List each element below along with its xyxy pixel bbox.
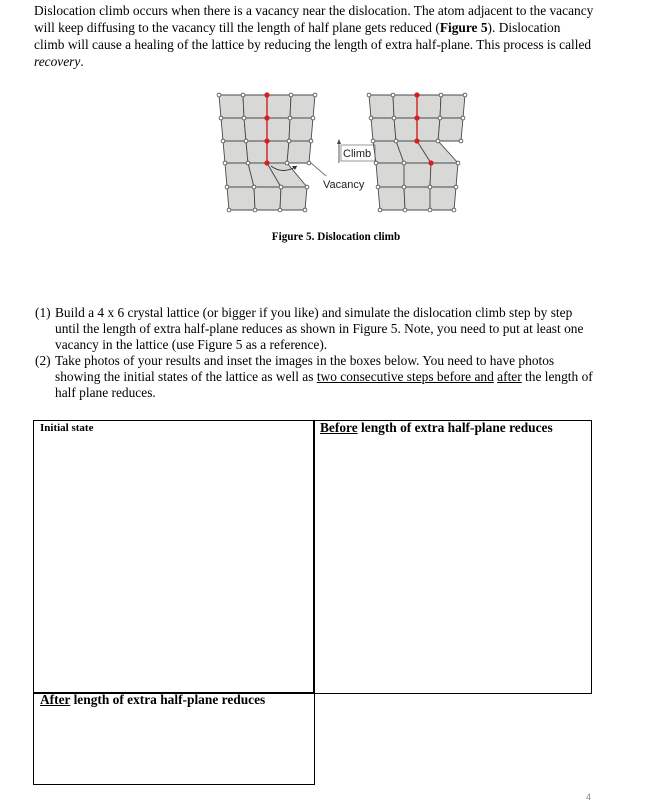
lattice-cell <box>404 187 430 210</box>
lattice-cell <box>371 118 396 141</box>
lattice-atom <box>392 116 396 120</box>
lattice-cell <box>227 187 255 210</box>
lattice-atom <box>309 139 313 143</box>
lattice-atom <box>285 161 289 165</box>
instruction-text: Build a 4 x 6 crystal lattice (or bigger if you like) and simulate the dislocation climb step by step until the length of extra half-plane reduces as shown in Figure 5. Note, you need to put at least one vacancy in the lattice (use Figure 5 as a reference). <box>55 305 584 352</box>
lattice-cell <box>430 163 458 187</box>
lattice-atom <box>439 93 443 97</box>
instruction-number: (1) <box>35 305 51 320</box>
lattice-atom <box>225 185 229 189</box>
lattice-atom <box>227 208 231 212</box>
lattice-atom <box>428 208 432 212</box>
lattice-atom <box>436 139 440 143</box>
instruction-text-part: the length of half plane reduces. <box>55 369 593 400</box>
lattice-atom <box>402 185 406 189</box>
lattice-atom <box>428 185 432 189</box>
lattice-cell <box>254 187 281 210</box>
lattice-cell <box>221 118 246 141</box>
lattice-cell <box>430 187 456 210</box>
lattice-atom <box>452 208 456 212</box>
lattice-cell <box>417 118 440 141</box>
lattice-cell <box>378 187 405 210</box>
lattice-atom <box>378 208 382 212</box>
lattice-cell <box>440 95 465 118</box>
lattice-cell <box>287 141 311 163</box>
lattice-atom <box>313 93 317 97</box>
instruction-number: (2) <box>35 353 51 368</box>
lattice-atom <box>459 139 463 143</box>
lattice-cell <box>223 141 248 163</box>
before-word: Before <box>320 420 358 435</box>
lattice-before-climb <box>217 93 317 212</box>
dislocation-climb-figure <box>0 0 658 250</box>
lattice-cell <box>280 187 307 210</box>
lattice-cell <box>244 118 267 141</box>
figure-reference: Figure 5 <box>439 20 488 35</box>
lattice-atom <box>403 208 407 212</box>
instruction-text <box>55 353 593 401</box>
extra-plane-atom <box>415 139 420 144</box>
lattice-atom <box>376 185 380 189</box>
extra-plane-atom <box>415 116 420 121</box>
lattice-atom <box>438 116 442 120</box>
extra-plane-atom <box>415 93 420 98</box>
lattice-atom <box>303 208 307 212</box>
climb-arrow <box>337 139 341 163</box>
lattice-cell <box>438 118 463 141</box>
lattice-atom <box>371 139 375 143</box>
recovery-term: recovery <box>34 54 81 69</box>
lattice-cell <box>267 95 291 118</box>
after-label-rest: length of extra half-plane reduces <box>70 692 266 707</box>
lattice-cell <box>417 95 441 118</box>
intro-text-3: . <box>80 54 84 69</box>
climb-label: Climb <box>343 148 372 160</box>
lattice-atom <box>391 93 395 97</box>
lattice-atom <box>223 161 227 165</box>
lattice-cell <box>393 95 417 118</box>
lattice-cell <box>289 118 313 141</box>
instruction-list <box>35 305 593 401</box>
lattice-atom <box>402 161 406 165</box>
initial-state-box[interactable] <box>33 420 315 694</box>
instruction-item <box>35 305 593 353</box>
lattice-atom <box>242 116 246 120</box>
lattice-cell <box>376 163 404 187</box>
before-reduction-label <box>320 420 553 436</box>
lattice-after-climb <box>367 93 467 212</box>
intro-text-1: Dislocation climb occurs when there is a vacancy near the dislocation. The atom adjacent to the vacancy will keep diffusing to the vacancy till the length of half plane gets reduced ( <box>34 3 594 35</box>
instruction-text-part: Take photos of your results and inset the images in the boxes below. You need to have photos showing the initial states of the lattice as well as <box>55 353 555 384</box>
lattice-atom <box>289 93 293 97</box>
extra-plane-atom <box>429 161 434 166</box>
lattice-atom <box>456 161 460 165</box>
lattice-cell <box>267 118 290 141</box>
lattice-cell <box>290 95 315 118</box>
lattice-atom <box>288 116 292 120</box>
before-reduction-box[interactable] <box>313 420 592 694</box>
figure-caption: Figure 5. Dislocation climb <box>271 231 401 243</box>
lattice-cell <box>243 95 267 118</box>
underlined-phrase: after <box>497 369 522 384</box>
before-label-rest: length of extra half-plane reduces <box>357 420 553 435</box>
lattice-atom <box>217 93 221 97</box>
lattice-atom <box>311 116 315 120</box>
lattice-atom <box>279 185 283 189</box>
lattice-atom <box>287 139 291 143</box>
lattice-atom <box>307 161 311 165</box>
lattice-atom <box>252 185 256 189</box>
lattice-atom <box>253 208 257 212</box>
extra-plane-atom <box>265 139 270 144</box>
lattice-cell <box>267 141 289 163</box>
lattice-atom <box>367 93 371 97</box>
extra-plane-atom <box>265 161 270 166</box>
after-word: After <box>40 692 71 707</box>
lattice-atom <box>369 116 373 120</box>
lattice-cell <box>404 163 431 187</box>
lattice-atom <box>219 116 223 120</box>
lattice-atom <box>305 185 309 189</box>
after-reduction-label <box>40 692 265 708</box>
lattice-cell <box>369 95 394 118</box>
lattice-atom <box>241 93 245 97</box>
lattice-atom <box>463 93 467 97</box>
lattice-atom <box>244 139 248 143</box>
lattice-atom <box>461 116 465 120</box>
lattice-cell <box>246 141 267 163</box>
intro-text-2: ). Dislocation climb will cause a healing of the lattice by reducing the length of extra half-plane. This process is called <box>34 20 592 52</box>
lattice-atom <box>394 139 398 143</box>
page-number: 4 <box>586 792 592 802</box>
lattice-atom <box>454 185 458 189</box>
lattice-atom <box>221 139 225 143</box>
lattice-atom <box>278 208 282 212</box>
extra-plane-atom <box>265 93 270 98</box>
underlined-phrase: two consecutive steps before and <box>316 369 494 384</box>
vacancy-pointer <box>311 163 326 176</box>
initial-state-label: Initial state <box>40 422 94 434</box>
lattice-atom <box>374 161 378 165</box>
extra-plane-atom <box>265 116 270 121</box>
vacancy-label: Vacancy <box>323 179 365 191</box>
lattice-atom <box>246 161 250 165</box>
lattice-cell <box>394 118 417 141</box>
lattice-cell <box>219 95 244 118</box>
instruction-item <box>35 353 593 401</box>
